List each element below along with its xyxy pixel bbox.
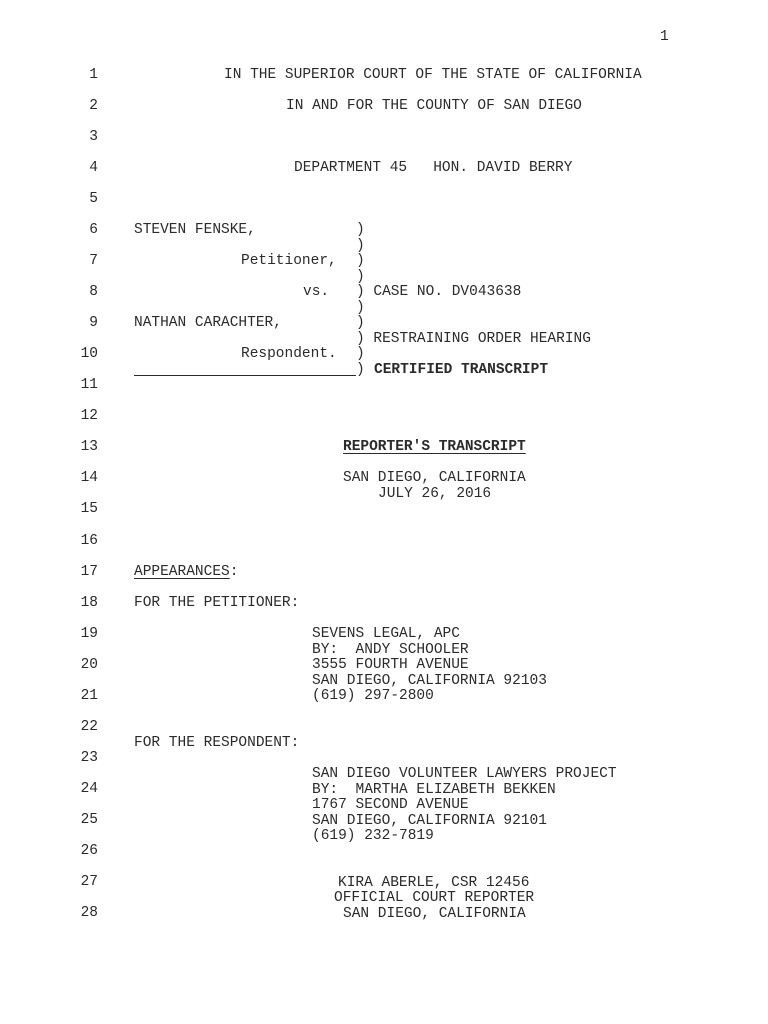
respondent-heading: FOR THE RESPONDENT: <box>134 735 300 751</box>
caption-paren: ) <box>356 315 365 331</box>
respondent-name: NATHAN CARACHTER, <box>134 315 282 331</box>
line-number: 20 <box>80 657 98 673</box>
line-number: 25 <box>80 812 98 828</box>
caption-paren: ) <box>356 362 365 378</box>
caption-paren: ) <box>356 253 365 269</box>
location: SAN DIEGO, CALIFORNIA <box>343 470 526 486</box>
petitioner-city: SAN DIEGO, CALIFORNIA 92103 <box>312 673 547 689</box>
caption-paren: ) <box>356 269 365 285</box>
line-number: 9 <box>89 315 98 331</box>
line-number: 14 <box>80 470 98 486</box>
caption-paren: ) <box>356 346 365 362</box>
versus: vs. <box>303 284 330 300</box>
line-number: 11 <box>80 377 98 393</box>
line-number: 28 <box>80 905 98 921</box>
line-number: 26 <box>80 843 98 859</box>
line-number: 3 <box>89 129 98 145</box>
line-number: 15 <box>80 501 98 517</box>
respondent-address: 1767 SECOND AVENUE <box>312 797 469 813</box>
line-number: 1 <box>89 67 98 83</box>
certified-transcript: CERTIFIED TRANSCRIPT <box>374 362 549 378</box>
petitioner-firm: SEVENS LEGAL, APC <box>312 626 460 642</box>
petitioner-role: Petitioner, <box>241 253 337 269</box>
petitioner-address: 3555 FOURTH AVENUE <box>312 657 469 673</box>
caption-paren: ) <box>356 300 365 316</box>
appearances-heading: APPEARANCES: <box>134 564 239 580</box>
petitioner-phone: (619) 297-2800 <box>312 688 434 704</box>
line-number: 19 <box>80 626 98 642</box>
petitioner-name: STEVEN FENSKE, <box>134 222 256 238</box>
line-number: 24 <box>80 781 98 797</box>
line-number: 4 <box>89 160 98 176</box>
line-number: 7 <box>89 253 98 269</box>
respondent-attorney: BY: MARTHA ELIZABETH BEKKEN <box>312 782 556 798</box>
county-name: IN AND FOR THE COUNTY OF SAN DIEGO <box>286 98 582 114</box>
court-name: IN THE SUPERIOR COURT OF THE STATE OF CALIFORNIA <box>224 67 642 83</box>
petitioner-heading: FOR THE PETITIONER: <box>134 595 300 611</box>
line-number: 6 <box>89 222 98 238</box>
line-number: 27 <box>80 874 98 890</box>
hearing-type: ) RESTRAINING ORDER HEARING <box>356 331 591 347</box>
respondent-role: Respondent. <box>241 346 337 362</box>
line-number: 2 <box>89 98 98 114</box>
case-number: ) CASE NO. DV043638 <box>356 284 522 300</box>
line-number: 5 <box>89 191 98 207</box>
line-number: 8 <box>89 284 98 300</box>
caption-paren: ) <box>356 238 365 254</box>
line-number: 12 <box>80 408 98 424</box>
line-number: 17 <box>80 564 98 580</box>
line-number: 23 <box>80 750 98 766</box>
document-title: REPORTER'S TRANSCRIPT <box>343 439 526 455</box>
hearing-date: JULY 26, 2016 <box>378 486 492 502</box>
line-number: 10 <box>80 346 98 362</box>
department-judge: DEPARTMENT 45 HON. DAVID BERRY <box>294 160 573 176</box>
caption-underline <box>134 375 356 376</box>
respondent-firm: SAN DIEGO VOLUNTEER LAWYERS PROJECT <box>312 766 617 782</box>
line-number: 22 <box>80 719 98 735</box>
line-number: 16 <box>80 533 98 549</box>
reporter-location: SAN DIEGO, CALIFORNIA <box>343 906 526 922</box>
caption-paren: ) <box>356 222 365 238</box>
line-number: 13 <box>80 439 98 455</box>
line-number: 18 <box>80 595 98 611</box>
petitioner-attorney: BY: ANDY SCHOOLER <box>312 642 469 658</box>
respondent-phone: (619) 232-7819 <box>312 828 434 844</box>
line-number: 21 <box>80 688 98 704</box>
respondent-city: SAN DIEGO, CALIFORNIA 92101 <box>312 813 547 829</box>
page-number: 1 <box>660 29 669 45</box>
reporter-title: OFFICIAL COURT REPORTER <box>334 890 535 906</box>
reporter-name: KIRA ABERLE, CSR 12456 <box>338 875 530 891</box>
